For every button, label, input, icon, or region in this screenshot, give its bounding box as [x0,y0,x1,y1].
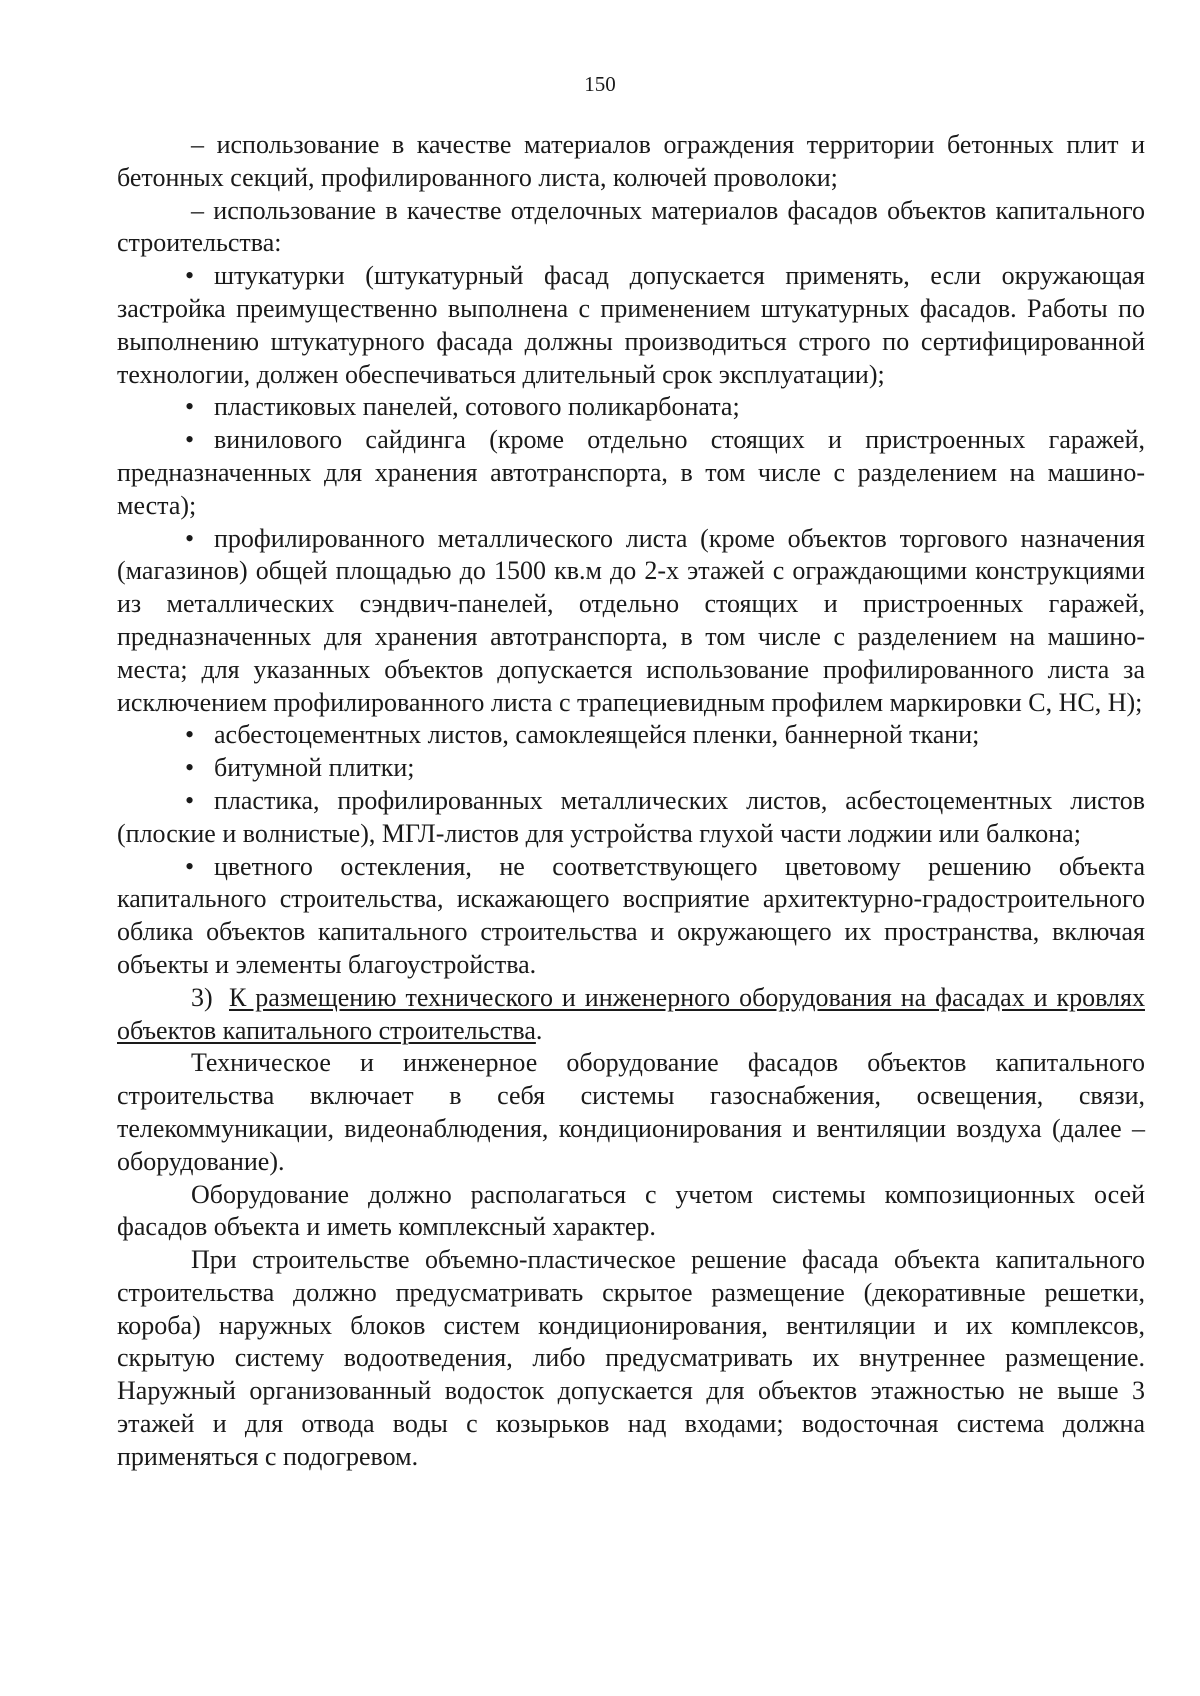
bullet-item-plaster [117,260,1145,391]
bullet-item-asbestos-sheets [117,719,1145,752]
section-number: 3) [191,982,213,1012]
bullet-text: битумной плитки; [214,753,415,783]
bullet-icon: • [185,261,195,291]
bullet-text: пластиковых панелей, сотового поликарбоната; [214,392,740,422]
paragraph-equipment-placement: Оборудование должно располагаться с учетом системы композиционных осей фасадов объекта и иметь комплексный характер. [117,1179,1145,1242]
bullet-item-vinyl-siding [117,424,1145,522]
bullet-icon: • [185,785,195,815]
bullet-icon: • [185,425,195,455]
bullet-icon: • [185,851,195,881]
paragraph-equipment-definition: Техническое и инженерное оборудование фасадов объектов капитального строительства включает в себя системы газоснабжения, освещения, связи, телекоммуникации, видеонаблюдения, кондиционирования и вентиляции воздуха (далее – оборудование). [117,1048,1145,1176]
bullet-item-plastic-panels [117,391,1145,424]
bullet-icon: • [185,720,195,750]
paragraph-finishing-materials: – использование в качестве отделочных материалов фасадов объектов капитального строительства: [117,195,1145,258]
bullet-icon: • [185,753,195,783]
section-heading-text: К размещению технического и инженерного оборудования на фасадах и кровлях объектов капитального строительства [117,982,1145,1045]
section-heading-equipment [117,982,1145,1048]
bullet-text: пластика, профилированных металлических листов, асбестоцементных листов (плоские и волнистые), МГЛ-листов для устройства глухой части лоджии или балкона; [117,785,1145,848]
bullet-item-bitumen-tiles [117,752,1145,785]
bullet-text: цветного остекления, не соответствующего цветовому решению объекта капитального строительства, искажающего восприятие архитектурно-градостроительного облика объектов капитального строительства и окружающего их пространства, включая объекты и элементы благоустройства. [117,851,1145,979]
bullet-icon: • [185,392,195,422]
page-number: 150 [584,72,616,96]
bullet-text: асбестоцементных листов, самоклеящейся пленки, баннерной ткани; [214,720,980,750]
paragraph-hidden-placement: При строительстве объемно-пластическое решение фасада объекта капитального строительства должно предусматривать скрытое размещение (декоративные решетки, короба) наружных блоков систем кондиционирования, вентиляции и их комплексов, скрытую систему водоотведения, либо предусматривать их внутреннее размещение. Наружный организованный водосток допускается для объектов этажностью не выше 3 этажей и для отвода воды с козырьков над входами; водосточная система должна применяться с подогревом. [117,1245,1145,1471]
body-text [117,129,1145,1474]
paragraph-fence-materials: – использование в качестве материалов ограждения территории бетонных плит и бетонных секций, профилированного листа, колючей проволоки; [117,130,1145,192]
bullet-text: винилового сайдинга (кроме отдельно стоящих и пристроенных гаражей, предназначенных для хранения автотранспорта, в том числе с разделением на машино-места); [117,425,1145,520]
bullet-item-plastic-loggia [117,785,1145,851]
section-heading-tail: . [535,1015,543,1045]
bullet-icon: • [185,523,195,553]
bullet-item-profiled-sheet [117,523,1145,720]
bullet-item-colored-glazing [117,851,1145,982]
bullet-text: профилированного металлического листа (кроме объектов торгового назначения (магазинов) общей площадью до 1500 кв.м до 2-х этажей с ограждающими конструкциями из металлических сэндвич-панелей, отдельно стоящих и пристроенных гаражей, предназначенных для хранения автотранспорта, в том числе с разделением на машино-места; для указанных объектов допускается использование профилированного листа за исключением профилированного листа с трапециевидным профилем маркировки С, НС, Н); [117,523,1145,717]
bullet-text: штукатурки (штукатурный фасад допускается применять, если окружающая застройка преимущественно выполнена с применением штукатурных фасадов. Работы по выполнению штукатурного фасада должны производиться строго по сертифицированной технологии, должен обеспечиваться длительный срок эксплуатации); [117,261,1145,389]
